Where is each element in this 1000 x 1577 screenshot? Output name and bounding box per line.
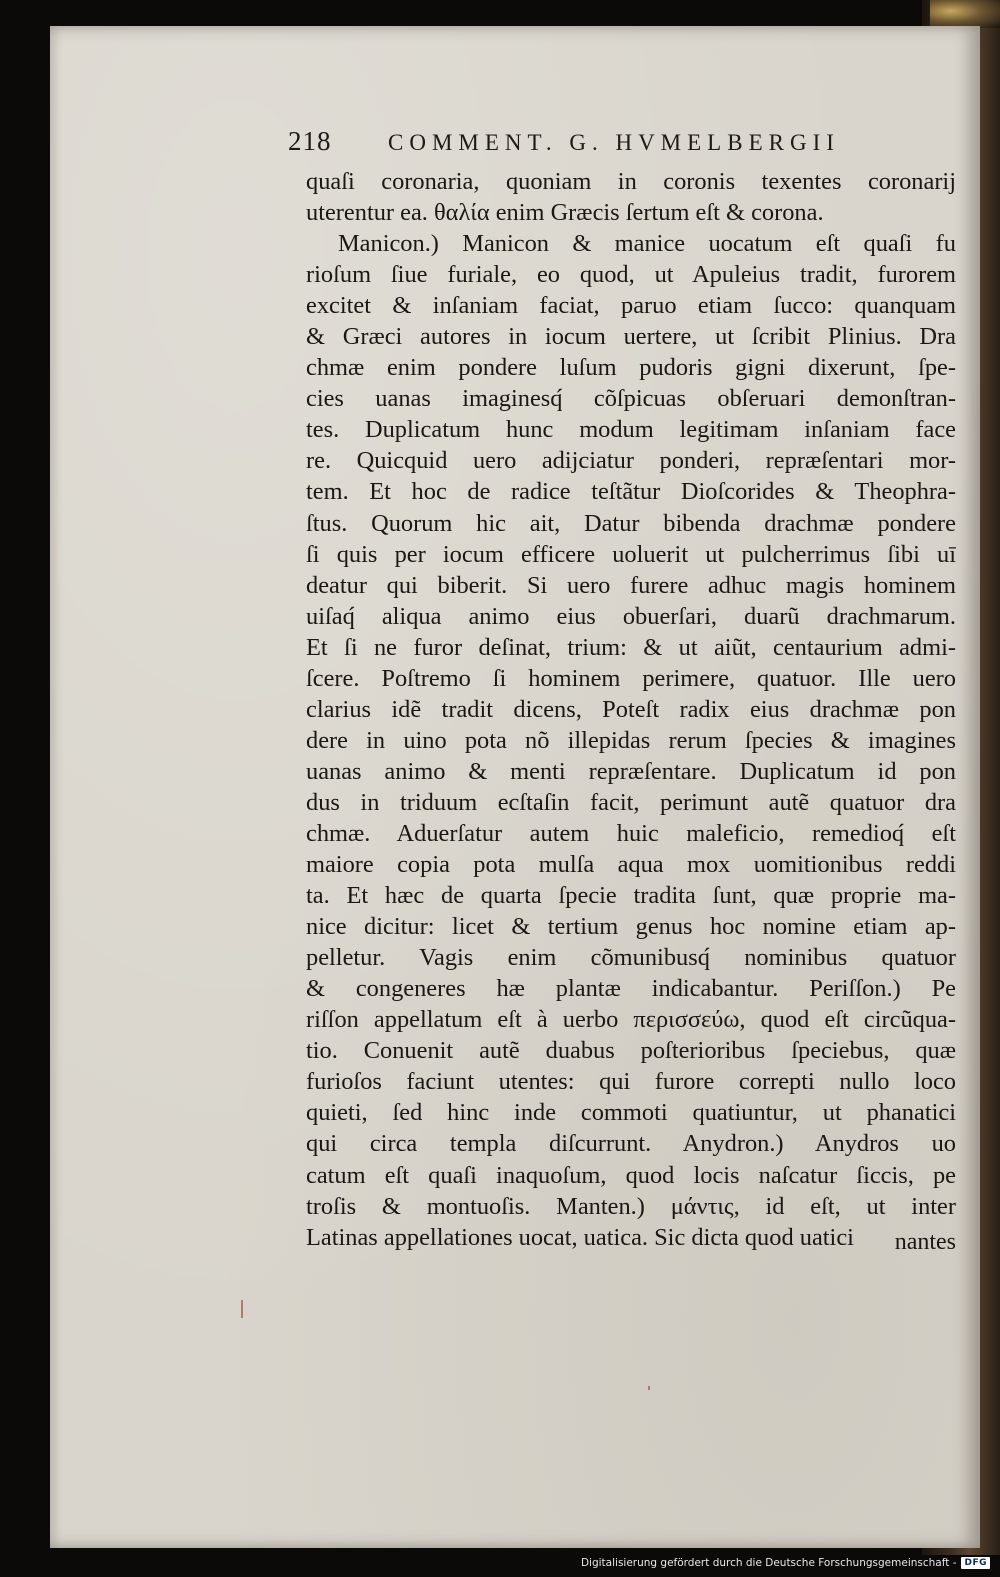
text-line: dere in uino pota nõ illepidas rerum ſpecies & imagines bbox=[306, 726, 956, 754]
text-line: cies uanas imaginesq́ cõſpicuas obſeruari demonſtran- bbox=[306, 385, 956, 413]
text-line: chmæ. Aduerſatur autem huic maleficio, remedioq́ eſt bbox=[306, 819, 956, 847]
text-line: deatur qui biberit. Si uero furere adhuc magis hominem bbox=[306, 571, 956, 599]
text-line: nice dicitur: licet & tertium genus hoc nomine etiam ap- bbox=[306, 913, 956, 941]
credit-text: Digitalisierung gefördert durch die Deutsche Forschungsgemeinschaft - bbox=[580, 1557, 957, 1569]
running-title: COMMENT. G. HVMELBERGII bbox=[388, 130, 840, 155]
text-line: chmæ enim pondere luſum pudoris gigni dixerunt, ſpe- bbox=[306, 354, 956, 382]
text-line: ſtus. Quorum hic ait, Datur bibenda drachmæ pondere bbox=[306, 509, 956, 537]
text-line: troſis & montuoſis. Manten.) μάντις, id eſt, ut inter bbox=[306, 1192, 956, 1220]
text-line: Et ſi ne furor deſinat, trium: & ut aiũt, centaurium admi- bbox=[306, 633, 956, 661]
running-head bbox=[288, 126, 928, 166]
text-line: tio. Conuenit autẽ duabus poſterioribus ſpeciebus, quæ bbox=[306, 1037, 956, 1065]
body-text bbox=[306, 166, 956, 1253]
text-line: catum eſt quaſi inaquoſum, quod locis naſcatur ſiccis, pe bbox=[306, 1161, 956, 1189]
text-line: riſſon appellatum eſt à uerbo περισσεύω, quod eſt circũqua- bbox=[306, 1006, 956, 1034]
text-line: uiſaq́ aliqua animo eius obuerſari, duarũ drachmarum. bbox=[306, 602, 956, 630]
text-line: uterentur ea. θαλία enim Græcis ſertum eſt & corona. bbox=[306, 199, 824, 227]
text-line: furioſos faciunt utentes: qui furore correpti nullo loco bbox=[306, 1068, 956, 1096]
text-line: dus in triduum ecſtaſin facit, perimunt autẽ quatuor dra bbox=[306, 788, 956, 816]
text-line: tes. Duplicatum hunc modum legitimam inſaniam face bbox=[306, 416, 956, 444]
text-line: excitet & inſaniam faciat, paruo etiam ſucco: quanquam bbox=[306, 292, 956, 320]
text-line: tem. Et hoc de radice teſtãtur Dioſcorides & Theophra- bbox=[306, 478, 956, 506]
text-line: rioſum ſiue furiale, eo quod, ut Apuleius tradit, furorem bbox=[306, 261, 956, 289]
book-binding-corner bbox=[930, 0, 1000, 28]
text-line: clarius idẽ tradit dicens, Poteſt radix eius drachmæ pon bbox=[306, 695, 956, 723]
text-line: ſi quis per iocum efficere uoluerit ut pulcherrimus ſibi uī bbox=[306, 540, 956, 568]
dfg-logo: DFG bbox=[961, 1557, 990, 1569]
text-line: Manicon.) Manicon & manice uocatum eſt quaſi fu bbox=[338, 230, 956, 258]
text-line: & Græci autores in iocum uertere, ut ſcribit Plinius. Dra bbox=[306, 323, 956, 351]
text-line: maiore copia pota mulſa aqua mox uomitionibus reddi bbox=[306, 851, 956, 879]
catchword: nantes bbox=[894, 1229, 956, 1255]
text-line: qui circa templa diſcurrunt. Anydron.) Anydros uo bbox=[306, 1130, 956, 1158]
page-stain bbox=[648, 1386, 650, 1390]
text-line: ſcere. Poſtremo ſi hominem perimere, quatuor. Ille uero bbox=[306, 664, 956, 692]
text-line: Latinas appellationes uocat, uatica. Sic dicta quod uatici bbox=[306, 1223, 854, 1251]
digitization-credit bbox=[581, 1554, 990, 1572]
text-line: re. Quicquid uero adijciatur ponderi, repræſentari mor- bbox=[306, 447, 956, 475]
text-line: & congeneres hæ plantæ indicabantur. Periſſon.) Pe bbox=[306, 975, 956, 1003]
page-stain bbox=[241, 1300, 243, 1318]
page-number: 218 bbox=[288, 126, 332, 156]
text-line: ta. Et hæc de quarta ſpecie tradita ſunt, quæ proprie ma- bbox=[306, 882, 956, 910]
text-line: pelletur. Vagis enim cõmunibusq́ nominibus quatuor bbox=[306, 944, 956, 972]
text-line: uanas animo & menti repræſentare. Duplicatum id pon bbox=[306, 757, 956, 785]
text-line: quaſi coronaria, quoniam in coronis texentes coronarij bbox=[306, 168, 956, 195]
text-line: quieti, ſed hinc inde commoti quatiuntur, ut phanatici bbox=[306, 1099, 956, 1127]
